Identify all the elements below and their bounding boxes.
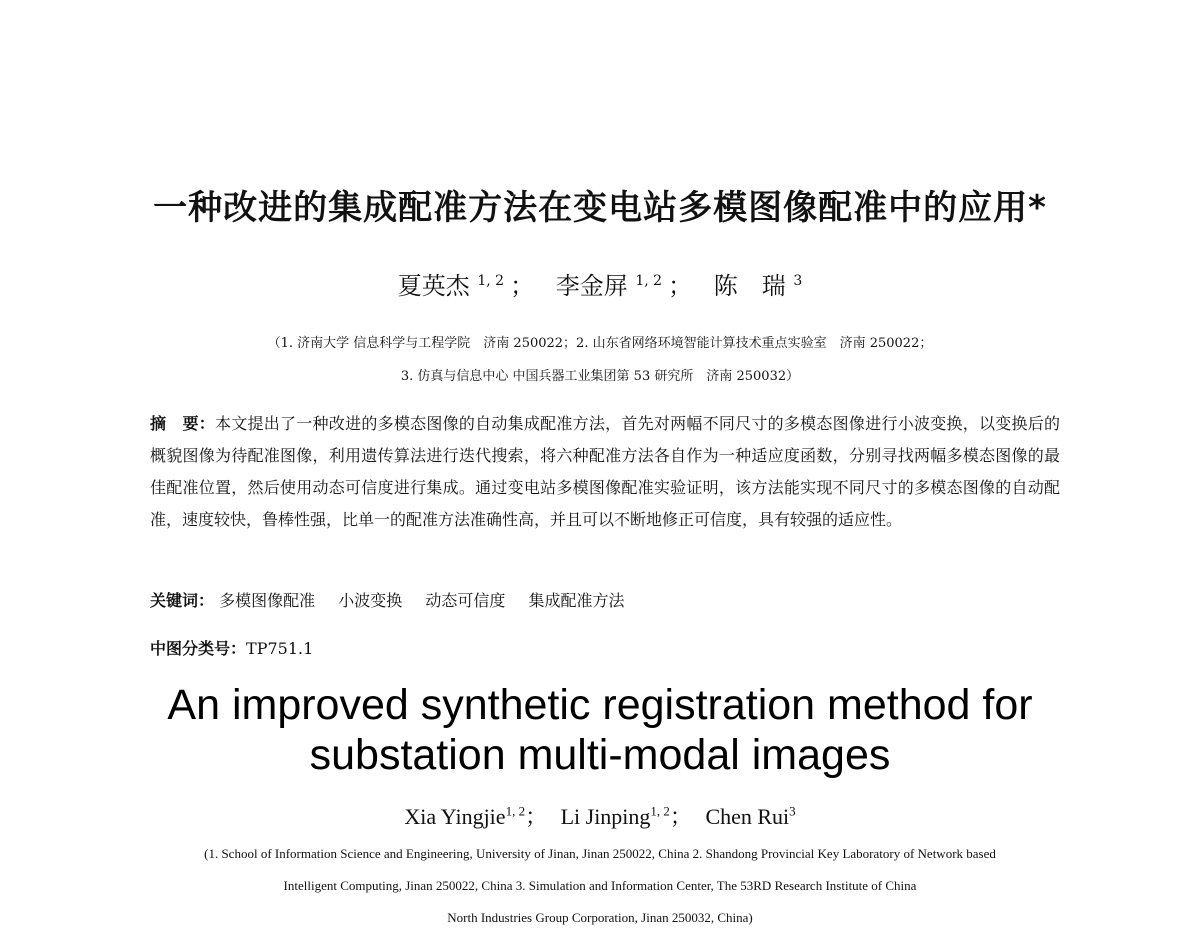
keyword: 集成配准方法 xyxy=(528,591,625,610)
english-affiliation-line-3: North Industries Group Corporation, Jinan 250032, China) xyxy=(447,910,753,925)
author-name: Li Jinping xyxy=(560,804,651,829)
chinese-authors xyxy=(0,266,1200,301)
chinese-abstract xyxy=(150,408,1060,536)
author-affiliation-marker: 1, 2 xyxy=(650,803,670,819)
keywords-label: 关键词： xyxy=(150,591,215,610)
abstract-text: 本文提出了一种改进的多模态图像的自动集成配准方法，首先对两幅不同尺寸的多模态图像进行小波变换，以变换后的概貌图像为待配准图像，利用遗传算法进行迭代搜索，将六种配准方法各自作为一种适应度函数，分别寻找两幅多模态图像的最佳配准位置，然后使用动态可信度进行集成。通过变电站多模图像配准实验证明，该方法能实现不同尺寸的多模态图像的自动配准，速度较快，鲁棒性强，比单一的配准方法准确性高，并且可以不断地修正可信度，具有较强的适应性。 xyxy=(150,414,1060,529)
author-affiliation-marker: 3 xyxy=(789,803,796,819)
abstract-label: 摘 要： xyxy=(150,414,216,433)
classification-label: 中图分类号： xyxy=(150,639,247,658)
author-name: 李金屏 xyxy=(555,272,628,300)
classification-number xyxy=(150,636,313,659)
chinese-title: 一种改进的集成配准方法在变电站多模图像配准中的应用* xyxy=(153,188,1047,228)
author-separator: ； xyxy=(510,272,535,300)
chinese-affiliation-line-2: 3. 仿真与信息中心 中国兵器工业集团第 53 研究所 济南 250032） xyxy=(400,369,800,384)
classification-value: TP751.1 xyxy=(246,639,314,658)
english-affiliation-line-2: Intelligent Computing, Jinan 250022, China 3. Simulation and Information Center, The 53RD Research Institute of China xyxy=(283,878,917,893)
english-title-line-1: An improved synthetic registration method for xyxy=(167,681,1033,729)
author-name: 夏英杰 xyxy=(397,272,470,300)
author-separator: ； xyxy=(668,272,693,300)
author-name: Xia Yingjie xyxy=(404,804,506,829)
keyword: 小波变换 xyxy=(338,591,403,610)
author-affiliation-marker: 1, 2 xyxy=(635,273,663,289)
english-affiliation-line-1: (1. School of Information Science and Engineering, University of Jinan, Jinan 250022, China 2. Shandong Provincial Key Laboratory of Network based xyxy=(204,846,996,861)
chinese-affiliation-line-1: （1. 济南大学 信息科学与工程学院 济南 250022；2. 山东省网络环境智能计算技术重点实验室 济南 250022； xyxy=(267,336,933,351)
author-separator: ； xyxy=(525,804,548,829)
author-separator: ； xyxy=(669,804,692,829)
author-affiliation-marker: 1, 2 xyxy=(505,803,526,819)
chinese-keywords xyxy=(150,588,642,611)
author-affiliation-marker: 3 xyxy=(793,273,803,289)
author-name: 陈 瑞 xyxy=(713,272,786,300)
english-authors xyxy=(0,800,1200,831)
author-name: Chen Rui xyxy=(705,804,790,829)
keyword: 动态可信度 xyxy=(425,591,506,610)
english-title-line-2: substation multi-modal images xyxy=(309,731,891,779)
keyword: 多模图像配准 xyxy=(219,591,316,610)
author-affiliation-marker: 1, 2 xyxy=(477,273,505,289)
english-title xyxy=(0,680,1200,780)
